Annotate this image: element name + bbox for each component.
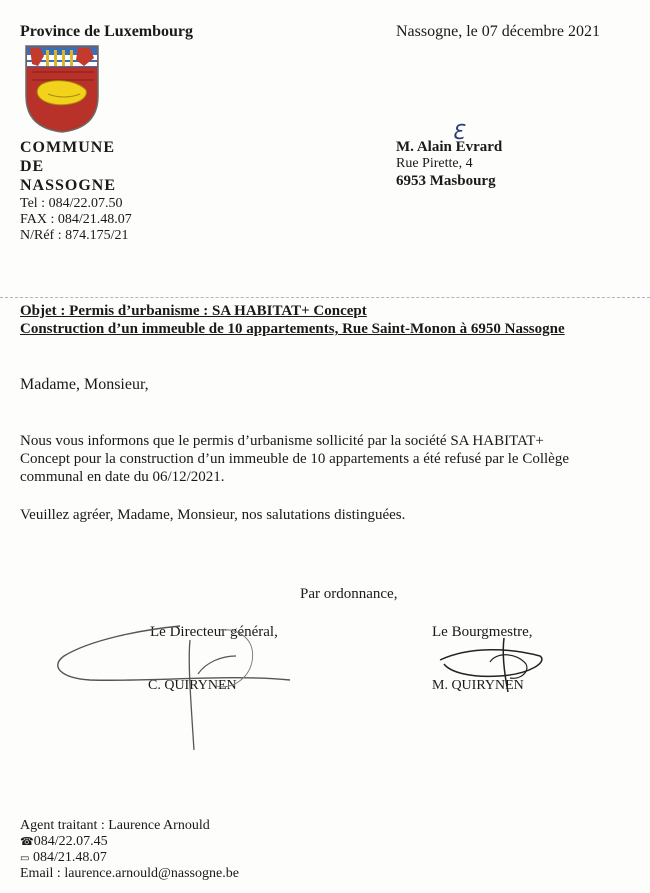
commune-line: DE [20,158,45,175]
handwritten-correction-mark: Ɛ [452,120,465,144]
recipient-name: M. Alain Evrard [396,139,503,155]
closing-formula: Veuillez agréer, Madame, Monsieur, nos salutations distinguées. [20,507,406,523]
mayor-name: M. QUIRYNEN [432,678,524,693]
director-signature [30,600,330,760]
subject-detail: Construction d’un immeuble de 10 appartements, Rue Saint-Monon à 6950 Nassogne [20,321,565,337]
agent-phone-line [20,834,108,850]
subject-line: Objet : Permis d’urbanisme : SA HABITAT+ Concept [20,303,367,319]
recipient-city: 6953 Masbourg [396,173,496,189]
salutation: Madame, Monsieur, [20,376,149,393]
director-title: Le Directeur général, [150,624,278,640]
place-date: Nassogne, le 07 décembre 2021 [396,23,600,40]
agent-email[interactable]: Email : laurence.arnould@nassogne.be [20,866,239,881]
sender-tel: Tel : 084/22.07.50 [20,196,123,211]
body-paragraph-line: communal en date du 06/12/2021. [20,469,225,485]
ordonnance-label: Par ordonnance, [300,586,398,602]
director-name: C. QUIRYNEN [148,678,237,693]
mayor-signature [430,632,560,702]
coat-of-arms-emblem [24,44,100,134]
body-paragraph-line: Nous vous informons que le permis d’urbanisme sollicité par la société SA HABITAT+ [20,433,544,449]
body-paragraph-line: Concept pour la construction d’un immeuble de 10 appartements a été refusé par le Collège [20,451,569,467]
phone-icon: ☎ [20,836,34,848]
recipient-block [396,138,502,190]
fax-icon: ▭ [20,853,30,864]
fold-line [0,297,650,298]
agent-phone: 084/22.07.45 [33,834,108,849]
recipient-street: Rue Pirette, 4 [396,156,473,171]
sender-ref: N/Réf : 874.175/21 [20,228,129,243]
province-heading: Province de Luxembourg [20,23,194,40]
agent-fax: 084/21.48.07 [32,850,107,865]
sender-block [20,138,132,244]
commune-line: NASSOGNE [20,177,117,194]
sender-fax: FAX : 084/21.48.07 [20,212,132,227]
commune-line: COMMUNE [20,139,115,156]
agent-fax-line [20,850,107,867]
mayor-title: Le Bourgmestre, [432,624,533,640]
agent-line: Agent traitant : Laurence Arnould [20,818,210,833]
